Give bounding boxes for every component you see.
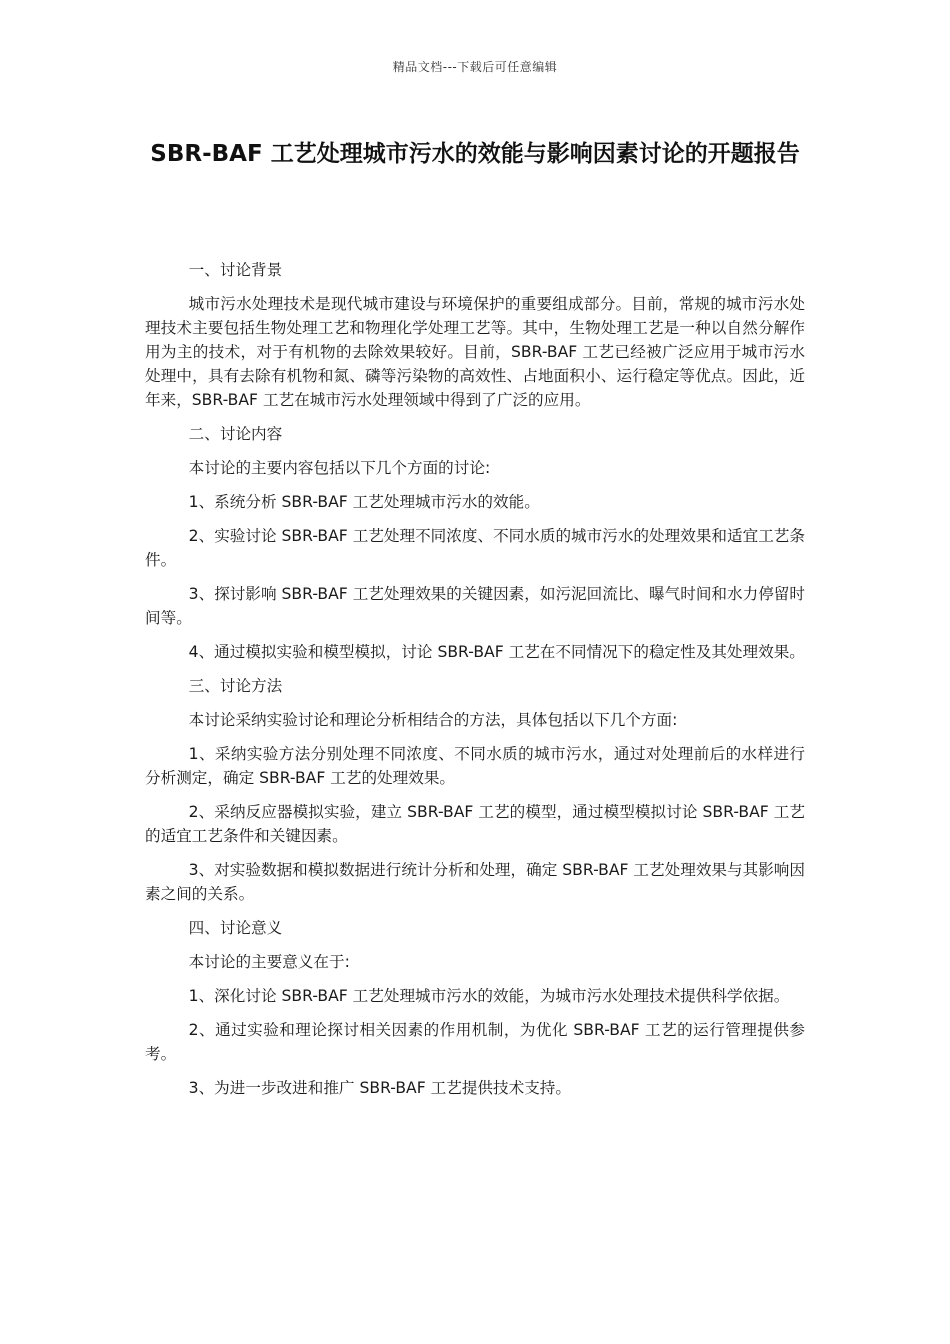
paragraph: 本讨论的主要意义在于: (188, 953, 350, 971)
list-item: 3、对实验数据和模拟数据进行统计分析和处理，确定 SBR-BAF 工艺处理效果与其影响因素之间的关系。 (145, 861, 805, 903)
list-item: 1、深化讨论 SBR-BAF 工艺处理城市污水的效能，为城市污水处理技术提供科学依据。 (188, 987, 790, 1005)
document-title: SBR-BAF 工艺处理城市污水的效能与影响因素讨论的开题报告 (150, 141, 800, 167)
running-header: 精品文档---下载后可任意编辑 (392, 60, 558, 74)
document-body (145, 258, 805, 1110)
list-item: 3、为进一步改进和推广 SBR-BAF 工艺提供技术支持。 (188, 1079, 571, 1097)
list-item: 1、系统分析 SBR-BAF 工艺处理城市污水的效能。 (188, 493, 540, 511)
list-item: 2、实验讨论 SBR-BAF 工艺处理不同浓度、不同水质的城市污水的处理效果和适宜工艺条件。 (145, 527, 805, 569)
paragraph: 本讨论的主要内容包括以下几个方面的讨论: (188, 459, 491, 477)
section-heading-method: 三、讨论方法 (188, 677, 283, 695)
section-heading-background: 一、讨论背景 (188, 261, 283, 279)
list-item: 1、采纳实验方法分别处理不同浓度、不同水质的城市污水，通过对处理前后的水样进行分析测定，确定 SBR-BAF 工艺的处理效果。 (145, 745, 805, 787)
list-item: 3、探讨影响 SBR-BAF 工艺处理效果的关键因素，如污泥回流比、曝气时间和水力停留时间等。 (145, 585, 805, 627)
list-item: 2、通过实验和理论探讨相关因素的作用机制，为优化 SBR-BAF 工艺的运行管理提供参考。 (145, 1021, 805, 1063)
list-item: 4、通过模拟实验和模型模拟，讨论 SBR-BAF 工艺在不同情况下的稳定性及其处理效果。 (188, 643, 805, 661)
list-item: 2、采纳反应器模拟实验，建立 SBR-BAF 工艺的模型，通过模型模拟讨论 SBR-BAF 工艺的适宜工艺条件和关键因素。 (145, 803, 805, 845)
paragraph: 城市污水处理技术是现代城市建设与环境保护的重要组成部分。目前，常规的城市污水处理技术主要包括生物处理工艺和物理化学处理工艺等。其中，生物处理工艺是一种以自然分解作用为主的技术，对于有机物的去除效果较好。目前，SBR-BAF 工艺已经被广泛应用于城市污水处理中，具有去除有机物和氮、磷等污染物的高效性、占地面积小、运行稳定等优点。因此，近年来，SBR-BAF 工艺在城市污水处理领域中得到了广泛的应用。 (145, 295, 805, 409)
section-heading-significance: 四、讨论意义 (188, 919, 283, 937)
paragraph: 本讨论采纳实验讨论和理论分析相结合的方法，具体包括以下几个方面: (188, 711, 678, 729)
section-heading-content: 二、讨论内容 (188, 425, 283, 443)
